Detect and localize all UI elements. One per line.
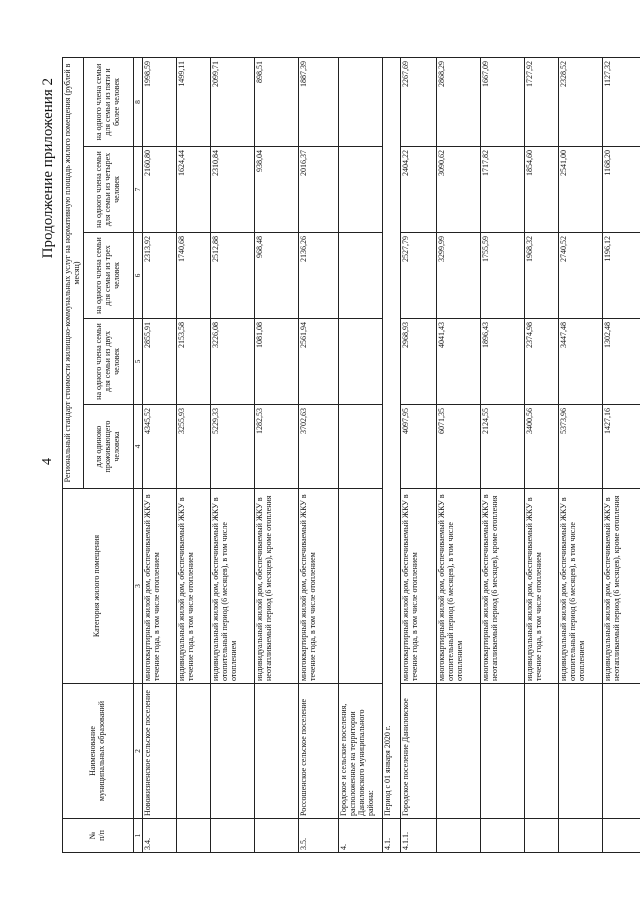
standard-value: 2136,26 xyxy=(299,233,339,319)
table-row xyxy=(401,57,437,852)
standard-value: 2310,84 xyxy=(211,147,255,233)
standard-value: 1740,68 xyxy=(177,233,211,319)
standard-value xyxy=(339,147,383,233)
table-row xyxy=(299,57,339,852)
column-index: 5 xyxy=(133,319,142,405)
municipality-name xyxy=(211,684,255,819)
standard-value: 2374,98 xyxy=(525,319,559,405)
row-number xyxy=(177,819,211,853)
row-number: 4. xyxy=(339,819,383,853)
standard-value: 2099,71 xyxy=(211,57,255,146)
housing-category: индивидуальный жилой дом, обеспечиваемый ЖКУ в течение года, в том числе отоплением xyxy=(525,489,559,684)
page-number: 4 xyxy=(40,458,55,465)
table-row xyxy=(211,57,255,852)
standard-value: 4097,95 xyxy=(401,405,437,489)
standard-value: 1624,44 xyxy=(177,147,211,233)
housing-category xyxy=(339,489,383,684)
municipality-name xyxy=(559,684,603,819)
standard-value: 1196,12 xyxy=(603,233,640,319)
header-four-persons: на одного члена семьи для семьи из четырех человек xyxy=(83,147,133,233)
header-number: № п/п xyxy=(63,819,134,853)
row-number xyxy=(559,819,603,853)
standard-value: 1998,59 xyxy=(143,57,177,146)
column-index: 6 xyxy=(133,233,142,319)
standard-value: 3299,99 xyxy=(437,233,481,319)
table-row xyxy=(437,57,481,852)
row-number xyxy=(525,819,559,853)
standard-value: 3702,63 xyxy=(299,405,339,489)
appendix-continuation-label: Продолжение приложения 2 xyxy=(40,78,56,259)
standard-value: 1667,09 xyxy=(481,57,525,146)
column-index-row xyxy=(133,57,142,852)
header-standard-group: Региональный стандарт стоимости жилищно-коммунальных услуг на нормативную площадь жилого помещения (рублей в месяц) xyxy=(63,57,84,488)
standard-value: 1727,92 xyxy=(525,57,559,146)
row-number: 3.5. xyxy=(299,819,339,853)
table-row xyxy=(559,57,603,852)
municipality-name xyxy=(255,684,299,819)
municipality-name: Россошенское сельское поселение xyxy=(299,684,339,819)
housing-category: индивидуальный жилой дом, обеспечиваемый ЖКУ в неотапливаемый период (6 месяцев), кроме отопления xyxy=(255,489,299,684)
standard-value: 5373,96 xyxy=(559,405,603,489)
municipality-name xyxy=(481,684,525,819)
standard-value: 1887,39 xyxy=(299,57,339,146)
table-row xyxy=(525,57,559,852)
standard-value: 2153,58 xyxy=(177,319,211,405)
municipality-name xyxy=(437,684,481,819)
standard-value: 2512,88 xyxy=(211,233,255,319)
column-index: 2 xyxy=(133,684,142,819)
table-row xyxy=(177,57,211,852)
table-row xyxy=(481,57,525,852)
housing-category: индивидуальный жилой дом, обеспечиваемый ЖКУ в течение года, в том числе отоплением xyxy=(177,489,211,684)
standard-value: 2541,00 xyxy=(559,147,603,233)
row-number xyxy=(437,819,481,853)
header-single: для одиноко проживающего человека xyxy=(83,405,133,489)
column-index: 7 xyxy=(133,147,142,233)
standard-value: 2016,37 xyxy=(299,147,339,233)
standard-value: 2561,94 xyxy=(299,319,339,405)
row-number: 3.4. xyxy=(143,819,177,853)
section-title: Период с 01 января 2020 г. xyxy=(383,57,401,818)
standard-value: 938,04 xyxy=(255,147,299,233)
column-index: 4 xyxy=(133,405,142,489)
standard-value: 2740,52 xyxy=(559,233,603,319)
standard-value: 2313,92 xyxy=(143,233,177,319)
table-row xyxy=(143,57,177,852)
standard-value: 2267,69 xyxy=(401,57,437,146)
municipality-name: Новожизненское сельское поселение xyxy=(143,684,177,819)
row-number: 4.1. xyxy=(383,819,401,853)
standard-value: 1854,60 xyxy=(525,147,559,233)
standard-value: 2855,91 xyxy=(143,319,177,405)
standard-value: 3226,08 xyxy=(211,319,255,405)
regional-standard-table xyxy=(62,57,640,853)
section-row xyxy=(383,57,401,852)
standard-value: 1302,48 xyxy=(603,319,640,405)
municipality-name xyxy=(177,684,211,819)
standard-value: 3400,56 xyxy=(525,405,559,489)
housing-category: многоквартирный жилой дом, обеспечиваемый ЖКУ в течение года, в том числе отоплением xyxy=(143,489,177,684)
row-number: 4.1.1. xyxy=(401,819,437,853)
standard-value: 1717,82 xyxy=(481,147,525,233)
standard-value: 2160,80 xyxy=(143,147,177,233)
housing-category: индивидуальный жилой дом, обеспечиваемый ЖКУ в отопительный период (6 месяцев), в том числе отоплением xyxy=(211,489,255,684)
standard-value: 4345,52 xyxy=(143,405,177,489)
housing-category: многоквартирный жилой дом, обеспечиваемый ЖКУ в течение года, в том числе отоплением xyxy=(299,489,339,684)
standard-value: 6071,35 xyxy=(437,405,481,489)
header-category: Категория жилого помещения xyxy=(63,489,134,684)
standard-value: 1968,32 xyxy=(525,233,559,319)
column-index: 1 xyxy=(133,819,142,853)
table-row xyxy=(603,57,640,852)
standard-value: 1282,53 xyxy=(255,405,299,489)
standard-value: 3447,48 xyxy=(559,319,603,405)
header-three-persons: на одного члена семьи для семьи из трех человек xyxy=(83,233,133,319)
housing-category: индивидуальный жилой дом, обеспечиваемый ЖКУ в неотапливаемый период (6 месяцев), кроме отопления xyxy=(603,489,640,684)
housing-category: многоквартирный жилой дом, обеспечиваемый ЖКУ в отопительный период (6 месяцев), в том числе отоплением xyxy=(437,489,481,684)
row-number xyxy=(603,819,640,853)
header-two-persons: на одного члена семьи для семьи из двух человек xyxy=(83,319,133,405)
standard-value: 2124,55 xyxy=(481,405,525,489)
standard-value: 1427,16 xyxy=(603,405,640,489)
standard-value: 1127,32 xyxy=(603,57,640,146)
standard-value xyxy=(339,405,383,489)
standard-value xyxy=(339,233,383,319)
housing-category: многоквартирный жилой дом, обеспечиваемый ЖКУ в неотапливаемый период (6 месяцев), кроме отопления xyxy=(481,489,525,684)
standard-value: 2404,22 xyxy=(401,147,437,233)
header-five-plus-persons: на одного члена семьи для семьи из пяти и более человек xyxy=(83,57,133,146)
housing-category: многоквартирный жилой дом, обеспечиваемый ЖКУ в течение года, в том числе отоплением xyxy=(401,489,437,684)
column-index: 8 xyxy=(133,57,142,146)
row-number xyxy=(211,819,255,853)
standard-value: 4041,43 xyxy=(437,319,481,405)
standard-value: 1081,08 xyxy=(255,319,299,405)
table-body xyxy=(143,57,640,852)
standard-value: 1755,59 xyxy=(481,233,525,319)
standard-value: 1168,20 xyxy=(603,147,640,233)
standard-value: 3255,93 xyxy=(177,405,211,489)
row-number xyxy=(255,819,299,853)
standard-value: 3090,62 xyxy=(437,147,481,233)
standard-value: 1896,43 xyxy=(481,319,525,405)
standard-value: 898,51 xyxy=(255,57,299,146)
standard-value xyxy=(339,319,383,405)
standard-value: 2328,52 xyxy=(559,57,603,146)
standard-value: 2968,93 xyxy=(401,319,437,405)
housing-category: индивидуальный жилой дом, обеспечиваемый ЖКУ в отопительный период (6 месяцев), в том числе отоплением xyxy=(559,489,603,684)
standard-value: 2527,79 xyxy=(401,233,437,319)
standard-value: 1499,11 xyxy=(177,57,211,146)
row-number xyxy=(481,819,525,853)
column-index: 3 xyxy=(133,489,142,684)
header-municipality: Наименование муниципальных образований xyxy=(63,684,134,819)
table-row xyxy=(339,57,383,852)
standard-value: 968,48 xyxy=(255,233,299,319)
municipality-name: Городское поселение Даниловское xyxy=(401,684,437,819)
municipality-name xyxy=(603,684,640,819)
municipality-name: Городское и сельские поселения, расположенные на территории Даниловского муниципального района: xyxy=(339,684,383,819)
standard-value: 5229,33 xyxy=(211,405,255,489)
table-row xyxy=(255,57,299,852)
standard-value: 2868,29 xyxy=(437,57,481,146)
standard-value xyxy=(339,57,383,146)
municipality-name xyxy=(525,684,559,819)
